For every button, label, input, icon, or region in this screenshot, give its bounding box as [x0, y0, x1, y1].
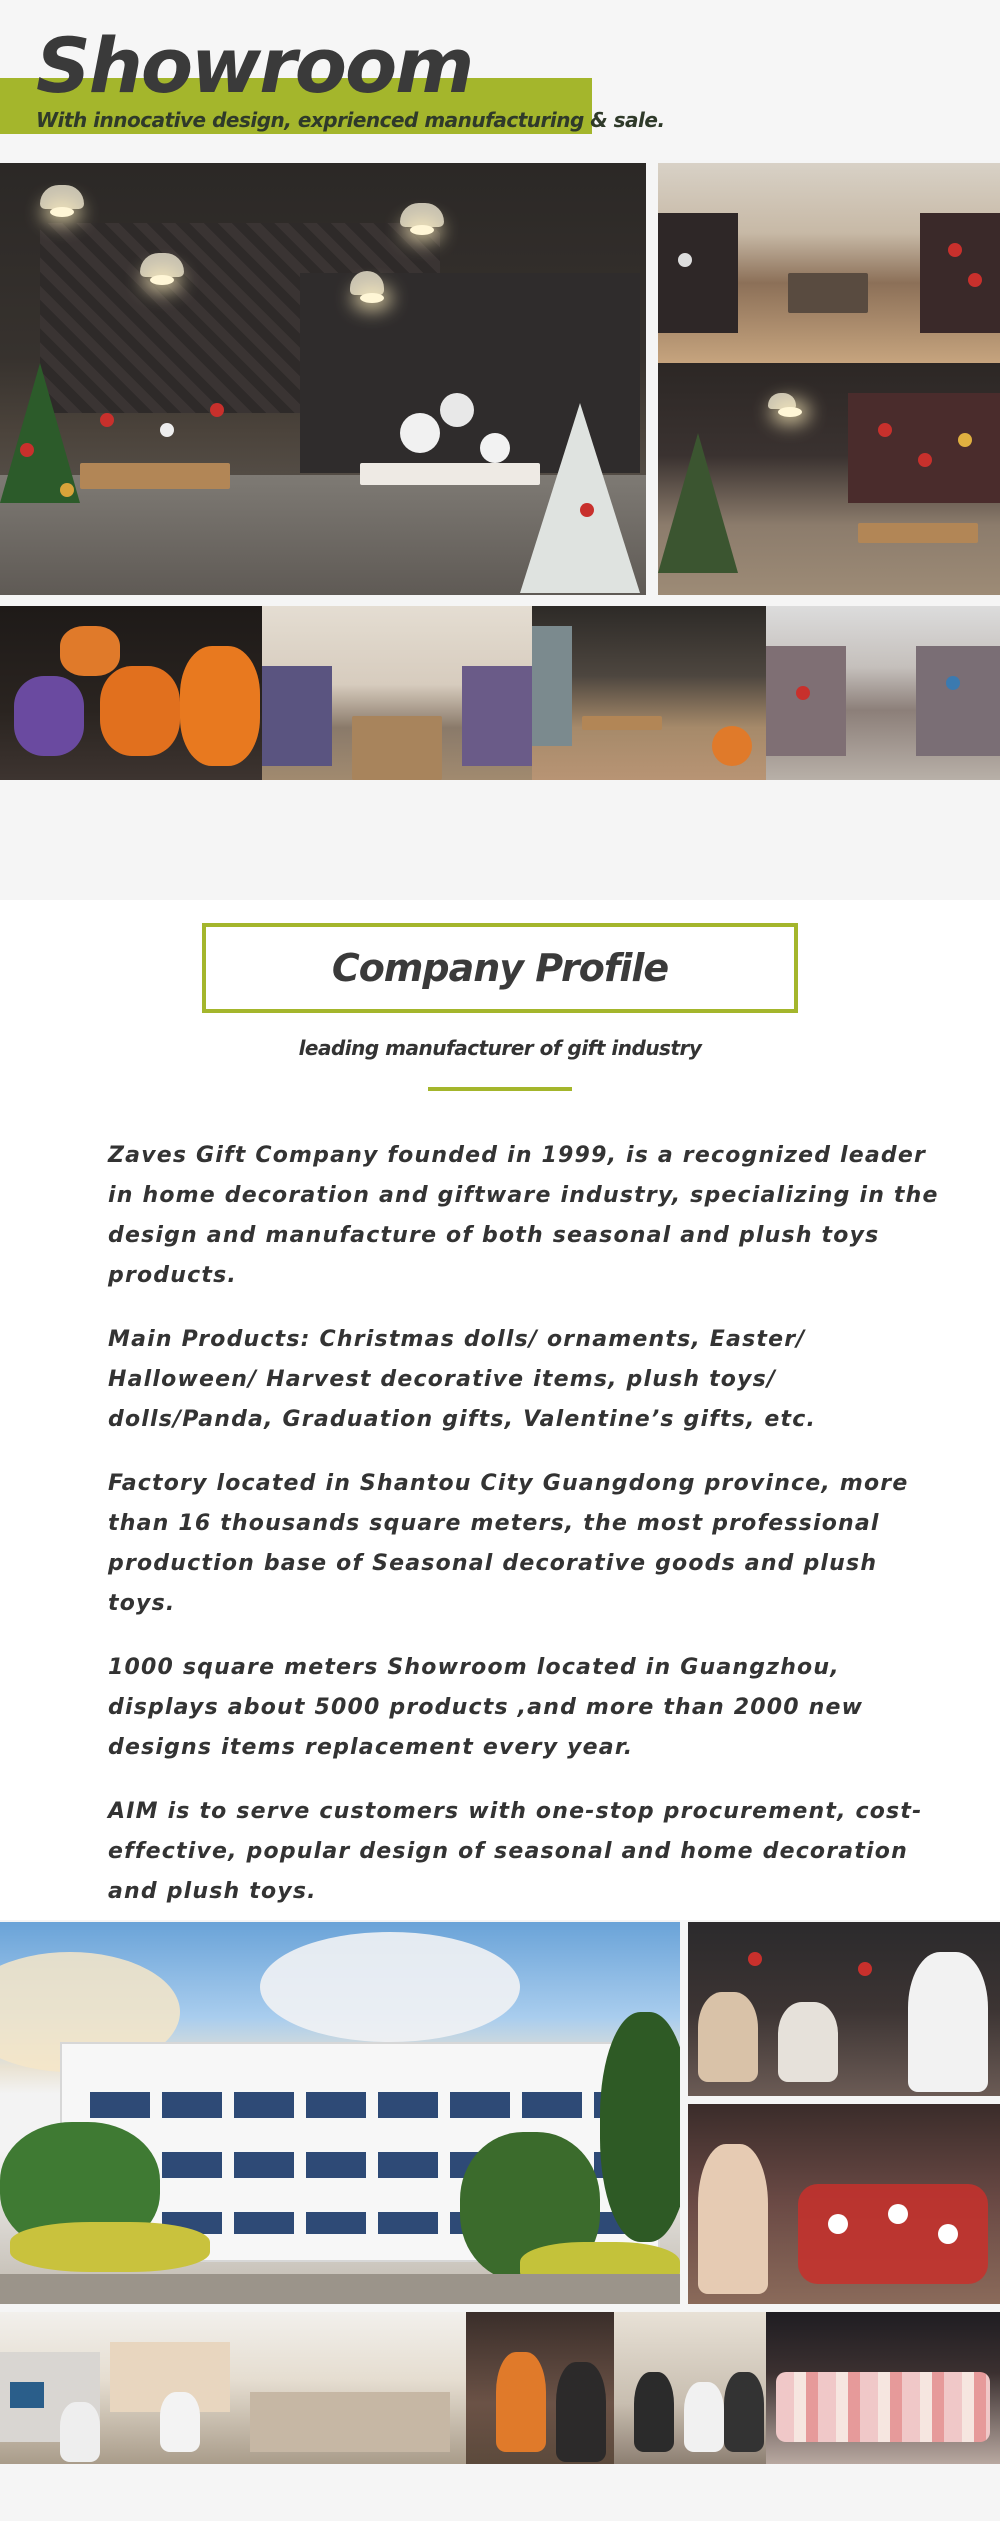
team-photo-meeting [614, 2312, 766, 2464]
team-photo-customers-1 [688, 1922, 1000, 2096]
showroom-title: Showroom [36, 21, 473, 110]
company-profile-body [108, 1136, 948, 1936]
showroom-subtitle: With innocative design, exprienced manufacturing & sale. [36, 108, 665, 132]
showroom-photo-hall-bottom [658, 363, 1000, 595]
showroom-header [0, 0, 1000, 160]
accent-divider [428, 1087, 572, 1091]
showroom-photo-meeting [262, 606, 532, 780]
showroom-photo-hall-top [658, 163, 1000, 363]
showroom-photo-halloween [0, 606, 262, 780]
showroom-photo-lounge [532, 606, 766, 780]
company-profile-tagline: leading manufacturer of gift industry [298, 1036, 702, 1060]
profile-paragraph: Zaves Gift Company founded in 1999, is a recognized leader in home decoration and giftware industry, specializing in the design and manufacture of both seasonal and plush toys products. [108, 1143, 939, 1288]
profile-paragraph: AIM is to serve customers with one-stop procurement, cost-effective, popular design of seasonal and home decoration and plush toys. [108, 1799, 923, 1904]
office-photo [0, 2312, 466, 2464]
team-photo-customers-2 [688, 2104, 1000, 2304]
company-profile-title-box [202, 923, 798, 1013]
team-group-photo [766, 2312, 1000, 2464]
showroom-photo-main [0, 163, 646, 595]
profile-paragraph: Main Products: Christmas dolls/ ornaments, Easter/ Halloween/ Harvest decorative items, plush toys/ dolls/Panda, Graduation gifts, Valentine’s gifts, etc. [108, 1327, 817, 1432]
profile-paragraph: Factory located in Shantou City Guangdong province, more than 16 thousands square meters, the most professional production base of Seasonal decorative goods and plush toys. [108, 1471, 909, 1616]
profile-paragraph: 1000 square meters Showroom located in Guangzhou, displays about 5000 products ,and more than 2000 new designs items replacement every year. [108, 1655, 864, 1760]
showroom-photo-plush [766, 606, 1000, 780]
factory-building-photo [0, 1922, 680, 2304]
company-profile-title: Company Profile [331, 946, 669, 990]
footer-strip [0, 2464, 1000, 2521]
team-photo-visit [466, 2312, 614, 2464]
